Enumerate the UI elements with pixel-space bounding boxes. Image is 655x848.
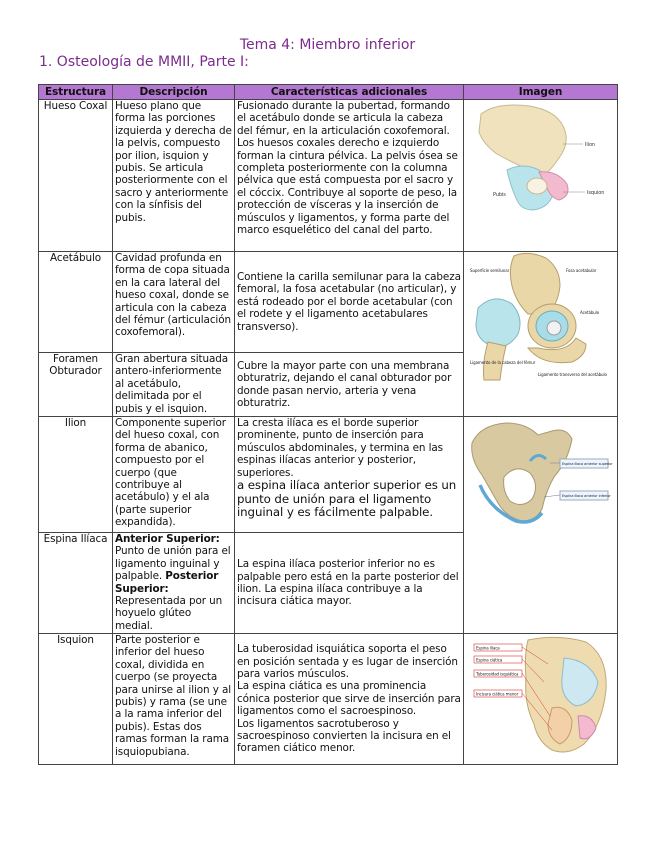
isquion-label-4: Incisura ciática menor bbox=[475, 691, 518, 697]
image-cell bbox=[464, 100, 618, 252]
ilium-image bbox=[466, 417, 616, 537]
table-row bbox=[39, 100, 618, 252]
isquion-label-1: Espina ilíaca bbox=[475, 645, 500, 651]
ilion-caracteristicas-extra: a espina ilíaca anterior superior es un punto de unión para el ligamento inguinal y es fácilmente palpable. bbox=[237, 478, 457, 520]
header-imagen: Imagen bbox=[464, 85, 618, 100]
header-descripcion: Descripción bbox=[113, 85, 235, 100]
caracteristicas-cell: Fusionado durante la pubertad, formando el acetábulo donde se articula la cabeza del fémur, en la articulación coxofemoral. Los huesos coxales derecho e izquierdo forman la cintura pélvica. La pelvis ósea se completa posteriormente con la columna pélvica que está compuesta por el sacro y el cóccix. Contribuye al soporte de peso, la protección de vísceras y la inserción de músculos y ligamentos, y forma parte del marco esquelético del canal del parto. bbox=[235, 100, 464, 252]
image-cell bbox=[464, 252, 618, 417]
ilion-label-2: Espina ilíaca anterior inferior bbox=[562, 494, 611, 498]
coxal-label-isquion: Isquion bbox=[586, 190, 604, 196]
descripcion-cell: Gran abertura situada antero-inferiormente al acetábulo, delimitada por el pubis y el isquion. bbox=[113, 353, 235, 417]
hip-bone-lateral-image bbox=[467, 100, 615, 220]
isquion-caracteristicas-1: La tuberosidad isquiática soporta el peso en posición sentada y es lugar de inserción para varios músculos. bbox=[237, 643, 458, 680]
acetabulo-label-3: Ligamento de la cabeza del fémur bbox=[469, 360, 535, 365]
estructura-cell: Espina Ilíaca bbox=[39, 533, 113, 634]
espina-anterior-text: Punto de unión para el ligamento inguinal y palpable. bbox=[115, 545, 231, 583]
acetabulum-image bbox=[468, 252, 614, 382]
table-row bbox=[39, 252, 618, 353]
table-row bbox=[39, 634, 618, 765]
table-row bbox=[39, 417, 618, 533]
isquion-label-3: Tuberosidad isquiática bbox=[475, 671, 518, 677]
image-cell bbox=[464, 634, 618, 765]
acetabulo-label-5: Ligamento transverso del acetábulo bbox=[537, 372, 607, 377]
descripcion-cell: Hueso plano que forma las porciones izquierda y derecha de la pelvis, compuesto por ilion, isquion y pubis. Se articula posteriormente con el sacro y anteriormente con la sínfisis del pubis. bbox=[113, 100, 235, 252]
isquion-caracteristicas-3: Los ligamentos sacrotuberoso y sacroespinoso convierten la incisura en el foramen ciático menor. bbox=[237, 717, 451, 755]
descripcion-cell: Cavidad profunda en forma de copa situada en la cara lateral del hueso coxal, donde se articula con la cabeza del fémur (articulación coxofemoral). bbox=[113, 252, 235, 353]
header-caracteristicas: Características adicionales bbox=[235, 85, 464, 100]
descripcion-cell: Componente superior del hueso coxal, con forma de abanico, compuesto por el cuerpo (que contribuye al acetábulo) y el ala (parte superior expandida). bbox=[113, 417, 235, 533]
estructura-cell: Isquion bbox=[39, 634, 113, 765]
estructura-cell: Foramen Obturador bbox=[39, 353, 113, 417]
estructura-cell: Ilion bbox=[39, 417, 113, 533]
isquion-caracteristicas-2: La espina ciática es una prominencia cónica posterior que sirve de inserción para ligamentos como el sacroespinoso. bbox=[237, 680, 461, 718]
espina-posterior-heading: Posterior Superior: bbox=[115, 570, 219, 595]
descripcion-cell: Parte posterior e inferior del hueso coxal, dividida en cuerpo (se proyecta para unirse al ilion y al pubis) y rama (se une a la rama inferior del pubis). Estas dos ramas forman la rama isquiopubiana. bbox=[113, 634, 235, 765]
ischium-image bbox=[468, 634, 614, 758]
acetabulo-label-4: Acetábulo bbox=[579, 310, 599, 315]
descripcion-cell bbox=[113, 533, 235, 634]
caracteristicas-cell bbox=[235, 417, 464, 533]
caracteristicas-cell: La espina ilíaca posterior inferior no es palpable pero está en la parte posterior del ilion. La espina ilíaca contribuye a la incisura ciática mayor. bbox=[235, 533, 464, 634]
caracteristicas-cell: Cubre la mayor parte con una membrana obturatriz, dejando el canal obturador por donde pasan nervio, arteria y vena obturatriz. bbox=[235, 353, 464, 417]
isquion-label-2: Espina ciática bbox=[475, 657, 502, 663]
espina-anterior-heading: Anterior Superior: bbox=[115, 533, 220, 545]
document-title: Tema 4: Miembro inferior bbox=[239, 37, 416, 53]
ilion-caracteristicas-text: La cresta ilíaca es el borde superior prominente, punto de inserción para músculos abdominales, y termina en las espinas ilíacas anterior y posterior, superiores. bbox=[237, 417, 443, 479]
coxal-label-ilion: Ilion bbox=[584, 142, 595, 148]
image-cell bbox=[464, 417, 618, 634]
estructura-cell: Hueso Coxal bbox=[39, 100, 113, 252]
table-header-row bbox=[39, 85, 618, 100]
caracteristicas-cell: Contiene la carilla semilunar para la cabeza femoral, la fosa acetabular (no articular), y está rodeado por el borde acetabular (con el rodete y el ligamento acetabulares transverso). bbox=[235, 252, 464, 353]
osteology-table bbox=[38, 84, 618, 765]
ilion-label-1: Espina ilíaca anterior superior bbox=[562, 462, 613, 466]
estructura-cell: Acetábulo bbox=[39, 252, 113, 353]
acetabulo-label-2: Fosa acetabular bbox=[565, 268, 596, 273]
header-estructura: Estructura bbox=[39, 85, 113, 100]
coxal-label-pubis: Pubis bbox=[492, 192, 506, 198]
acetabulo-label-1: Superficie semilunar bbox=[469, 268, 509, 273]
espina-posterior-text: Representada por un hoyuelo glúteo medial. bbox=[115, 595, 223, 632]
section-heading: 1. Osteología de MMII, Parte I: bbox=[39, 54, 249, 70]
caracteristicas-cell bbox=[235, 634, 464, 765]
